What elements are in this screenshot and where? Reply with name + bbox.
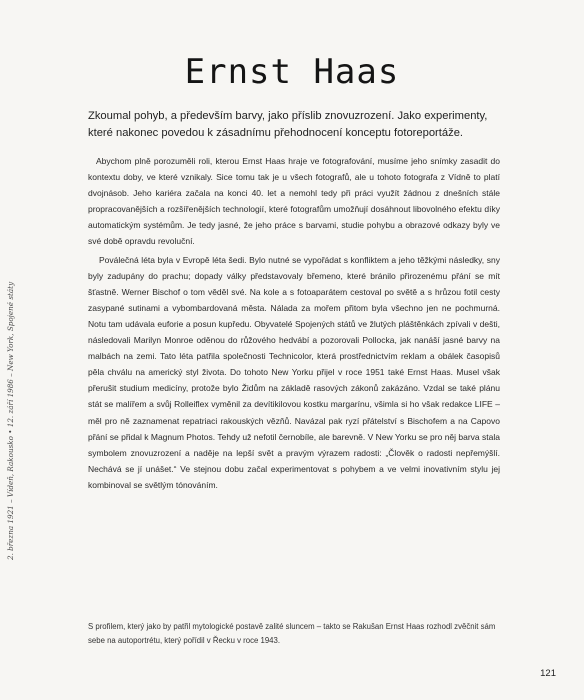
life-dates-sidebar: 2. března 1921 – Vídeň, Rakousko • 12. září 1986 – New York, Spojené státy bbox=[6, 281, 15, 560]
lead-paragraph: Zkoumal pohyb, a především barvy, jako příslib znovuzrození. Jako experimenty, které nakonec povedou k zásadnímu přehodnocení konceptu fotoreportáže. bbox=[88, 110, 488, 139]
article-title: Ernst Haas bbox=[184, 52, 400, 92]
body-paragraph: Abychom plně porozuměli roli, kterou Ernst Haas hraje ve fotografování, musíme jeho snímky zasadit do kontextu doby, ve které vznikaly. Sice tomu tak je u všech fotografů, ale u tohoto fotografa z Vídně to platí dvojnásob. Jeho kariéra začala na konci 40. let a nemohl tedy při práci využít žádnou z dnešních stále propracovanějších a rozšířenějších technologií, které fotografům umožňují dosáhnout libovolného efektu díky automatickým systémům. Je tedy jasné, že jeho práce s barvami, studie pohybu a obrazové odkazy byly ve své době opravdu revoluční. bbox=[88, 156, 500, 247]
body-paragraph: Poválečná léta byla v Evropě léta šedi. Bylo nutné se vypořádat s konfliktem a jeho těžkými následky, sny byly zadupány do prachu; dopady války představovaly břemeno, které bránilo přirozenému přání se mít šťastně. Werner Bischof o tom věděl své. Na kole a s fotoaparátem cestoval po světě a s hrůzou fotil cesty zasypané sutinami a vybombardovaná města. Nálada za mořem přitom byla všechno jen ne pochmurná. Notu tam udávala euforie a posun kupředu. Obyvatelé Spojených států ve žlutých pláštěnkách zpívali v dešti, následovali Marilyn Monroe oděnou do růžového hedvábí a pozorovali Pollocka, jak nanáší jasné barvy na malbách na zemi. Tato léta patřila společnosti Technicolor, která prostřednictvím reklam a obálek časopisů pěla chválu na americký styl života. Do tohoto New Yorku přijel v roce 1951 také Ernst Haas. Musel však přerušit studium medicíny, protože bylo Židům na základě rasových zákonů zakázáno. Vzdal se také plánu stát se malířem a svůj Rolleiflex vyměnil za devítikilovou kostku margarínu, všimla si ho však redakce LIFE – měl pro ně zaznamenat repatriaci rakouských vězňů. Navázal pak ryzí přátelství s Bischofem a na Capovo přání se přidal k Magnum Photos. Tehdy už nefotil černobíle, ale barevně. V New Yorku se pro něj barva stala symbolem znovuzrození a naděje na lepší svět a pravým výrazem radosti: „Člověk o radosti nepřemýšlí. Nechává se jí unášet.“ Ve stejnou dobu začal experimentovat s pohybem a ve velmi inovativním stylu jej kombinoval se světlým tónováním. bbox=[88, 254, 500, 490]
photo-caption: S profilem, který jako by patřil mytologické postavě zalité sluncem – takto se Rakušan Ernst Haas rozhodl zvěčnit sám sebe na autoportrétu, který pořídil v Řecku v roce 1943. bbox=[88, 622, 496, 645]
page-number: 121 bbox=[540, 668, 556, 679]
article-body bbox=[88, 153, 500, 493]
